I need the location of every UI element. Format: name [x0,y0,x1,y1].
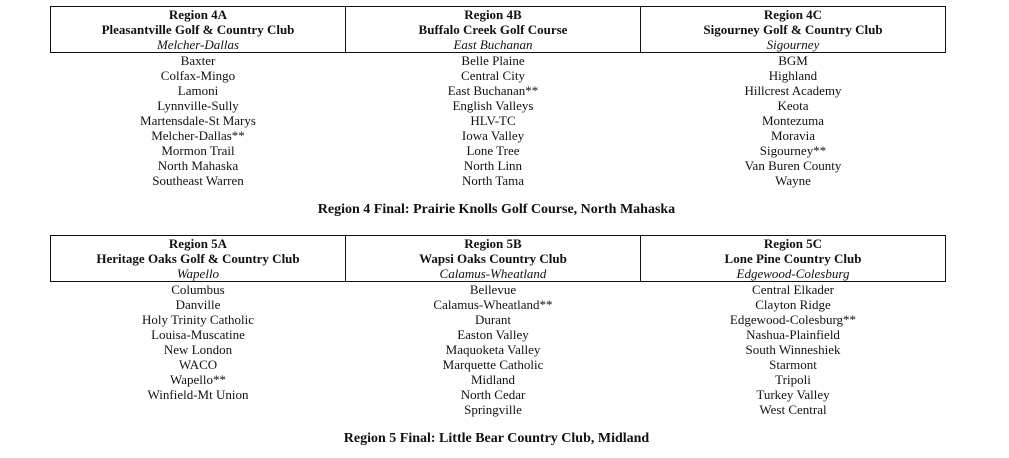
region-5-team-lists [50,282,946,417]
team-name: Danville [175,297,221,312]
region-4b-team-list [346,53,640,188]
team-name: Springville [464,402,522,417]
course-name: Lone Pine Country Club [724,251,862,266]
team-name: Louisa-Muscatine [151,327,245,342]
region-name: Region 5C [763,236,823,251]
region-4c-team-list [640,53,946,188]
team-name: BGM [778,53,808,68]
team-name: West Central [759,402,827,417]
team-name: Van Buren County [744,158,842,173]
host-school: Edgewood-Colesburg [736,266,850,281]
team-name: WACO [178,357,218,372]
team-name: North Mahaska [157,158,239,173]
team-name: Hillcrest Academy [744,83,842,98]
team-name: East Buchanan** [447,83,539,98]
region-5-block [50,235,946,417]
team-name: Keota [777,98,809,113]
team-name: Belle Plaine [461,53,525,68]
region-5c-team-list [640,282,946,417]
region-5-final-heading: Region 5 Final: Little Bear Country Club, Midland [343,431,650,446]
team-name: Durant [474,312,512,327]
team-name: Easton Valley [457,327,529,342]
host-school: Wapello [176,266,220,281]
team-name: Melcher-Dallas** [151,128,245,143]
team-name: Midland [470,372,516,387]
team-name: Lamoni [177,83,219,98]
team-name: Martensdale-St Marys [140,113,256,128]
team-name: English Valleys [452,98,534,113]
team-name: Moravia [770,128,816,143]
team-name: Marquette Catholic [442,357,544,372]
region-4a-header [51,7,346,53]
team-name: Mormon Trail [161,143,235,158]
region-5a-header [51,236,346,282]
region-4b-header [346,7,641,53]
region-5c-header [641,236,946,282]
region-5b-team-list [346,282,640,417]
region-4a-team-list [50,53,346,188]
region-4-team-lists [50,53,946,188]
team-name: Calamus-Wheatland** [433,297,553,312]
team-name: Bellevue [469,282,517,297]
course-name: Wapsi Oaks Country Club [419,251,567,266]
team-name: HLV-TC [470,113,516,128]
region-5a-team-list [50,282,346,417]
host-school: East Buchanan [453,37,533,52]
team-name: Baxter [180,53,216,68]
team-name: Colfax-Mingo [160,68,236,83]
region-4-block [50,6,946,188]
team-name: Maquoketa Valley [445,342,541,357]
team-name: Holy Trinity Catholic [142,312,254,327]
region-name: Region 4A [168,7,228,22]
region-name: Region 4C [763,7,823,22]
team-name: New London [163,342,233,357]
team-name: Tripoli [775,372,811,387]
team-name: Wapello** [170,372,226,387]
host-school: Calamus-Wheatland [439,266,547,281]
course-name: Pleasantville Golf & Country Club [101,22,295,37]
team-name: Nashua-Plainfield [746,327,840,342]
region-4-final-heading: Region 4 Final: Prairie Knolls Golf Course, North Mahaska [317,202,676,217]
team-name: Starmont [769,357,817,372]
region-4c-header [641,7,946,53]
region-5-header-table [50,235,946,282]
team-name: Edgewood-Colesburg** [729,312,857,327]
host-school: Sigourney [766,37,820,52]
region-5b-header [346,236,641,282]
region-name: Region 5A [168,236,228,251]
course-name: Heritage Oaks Golf & Country Club [96,251,300,266]
region-name: Region 5B [464,236,522,251]
team-name: North Tama [461,173,525,188]
team-name: North Linn [463,158,523,173]
team-name: Clayton Ridge [755,297,831,312]
team-name: Southeast Warren [152,173,244,188]
team-name: Iowa Valley [461,128,525,143]
team-name: Highland [768,68,818,83]
region-name: Region 4B [464,7,522,22]
team-name: Sigourney** [759,143,827,158]
team-name: Lynnville-Sully [157,98,239,113]
course-name: Buffalo Creek Golf Course [418,22,568,37]
team-name: South Winneshiek [745,342,841,357]
team-name: Wayne [775,173,811,188]
region-4-header-table [50,6,946,53]
team-name: Montezuma [761,113,825,128]
course-name: Sigourney Golf & Country Club [703,22,883,37]
host-school: Melcher-Dallas [156,37,240,52]
team-name: Central City [461,68,525,83]
team-name: North Cedar [460,387,526,402]
team-name: Winfield-Mt Union [147,387,249,402]
team-name: Columbus [171,282,225,297]
team-name: Lone Tree [466,143,520,158]
team-name: Central Elkader [752,282,834,297]
team-name: Turkey Valley [756,387,830,402]
